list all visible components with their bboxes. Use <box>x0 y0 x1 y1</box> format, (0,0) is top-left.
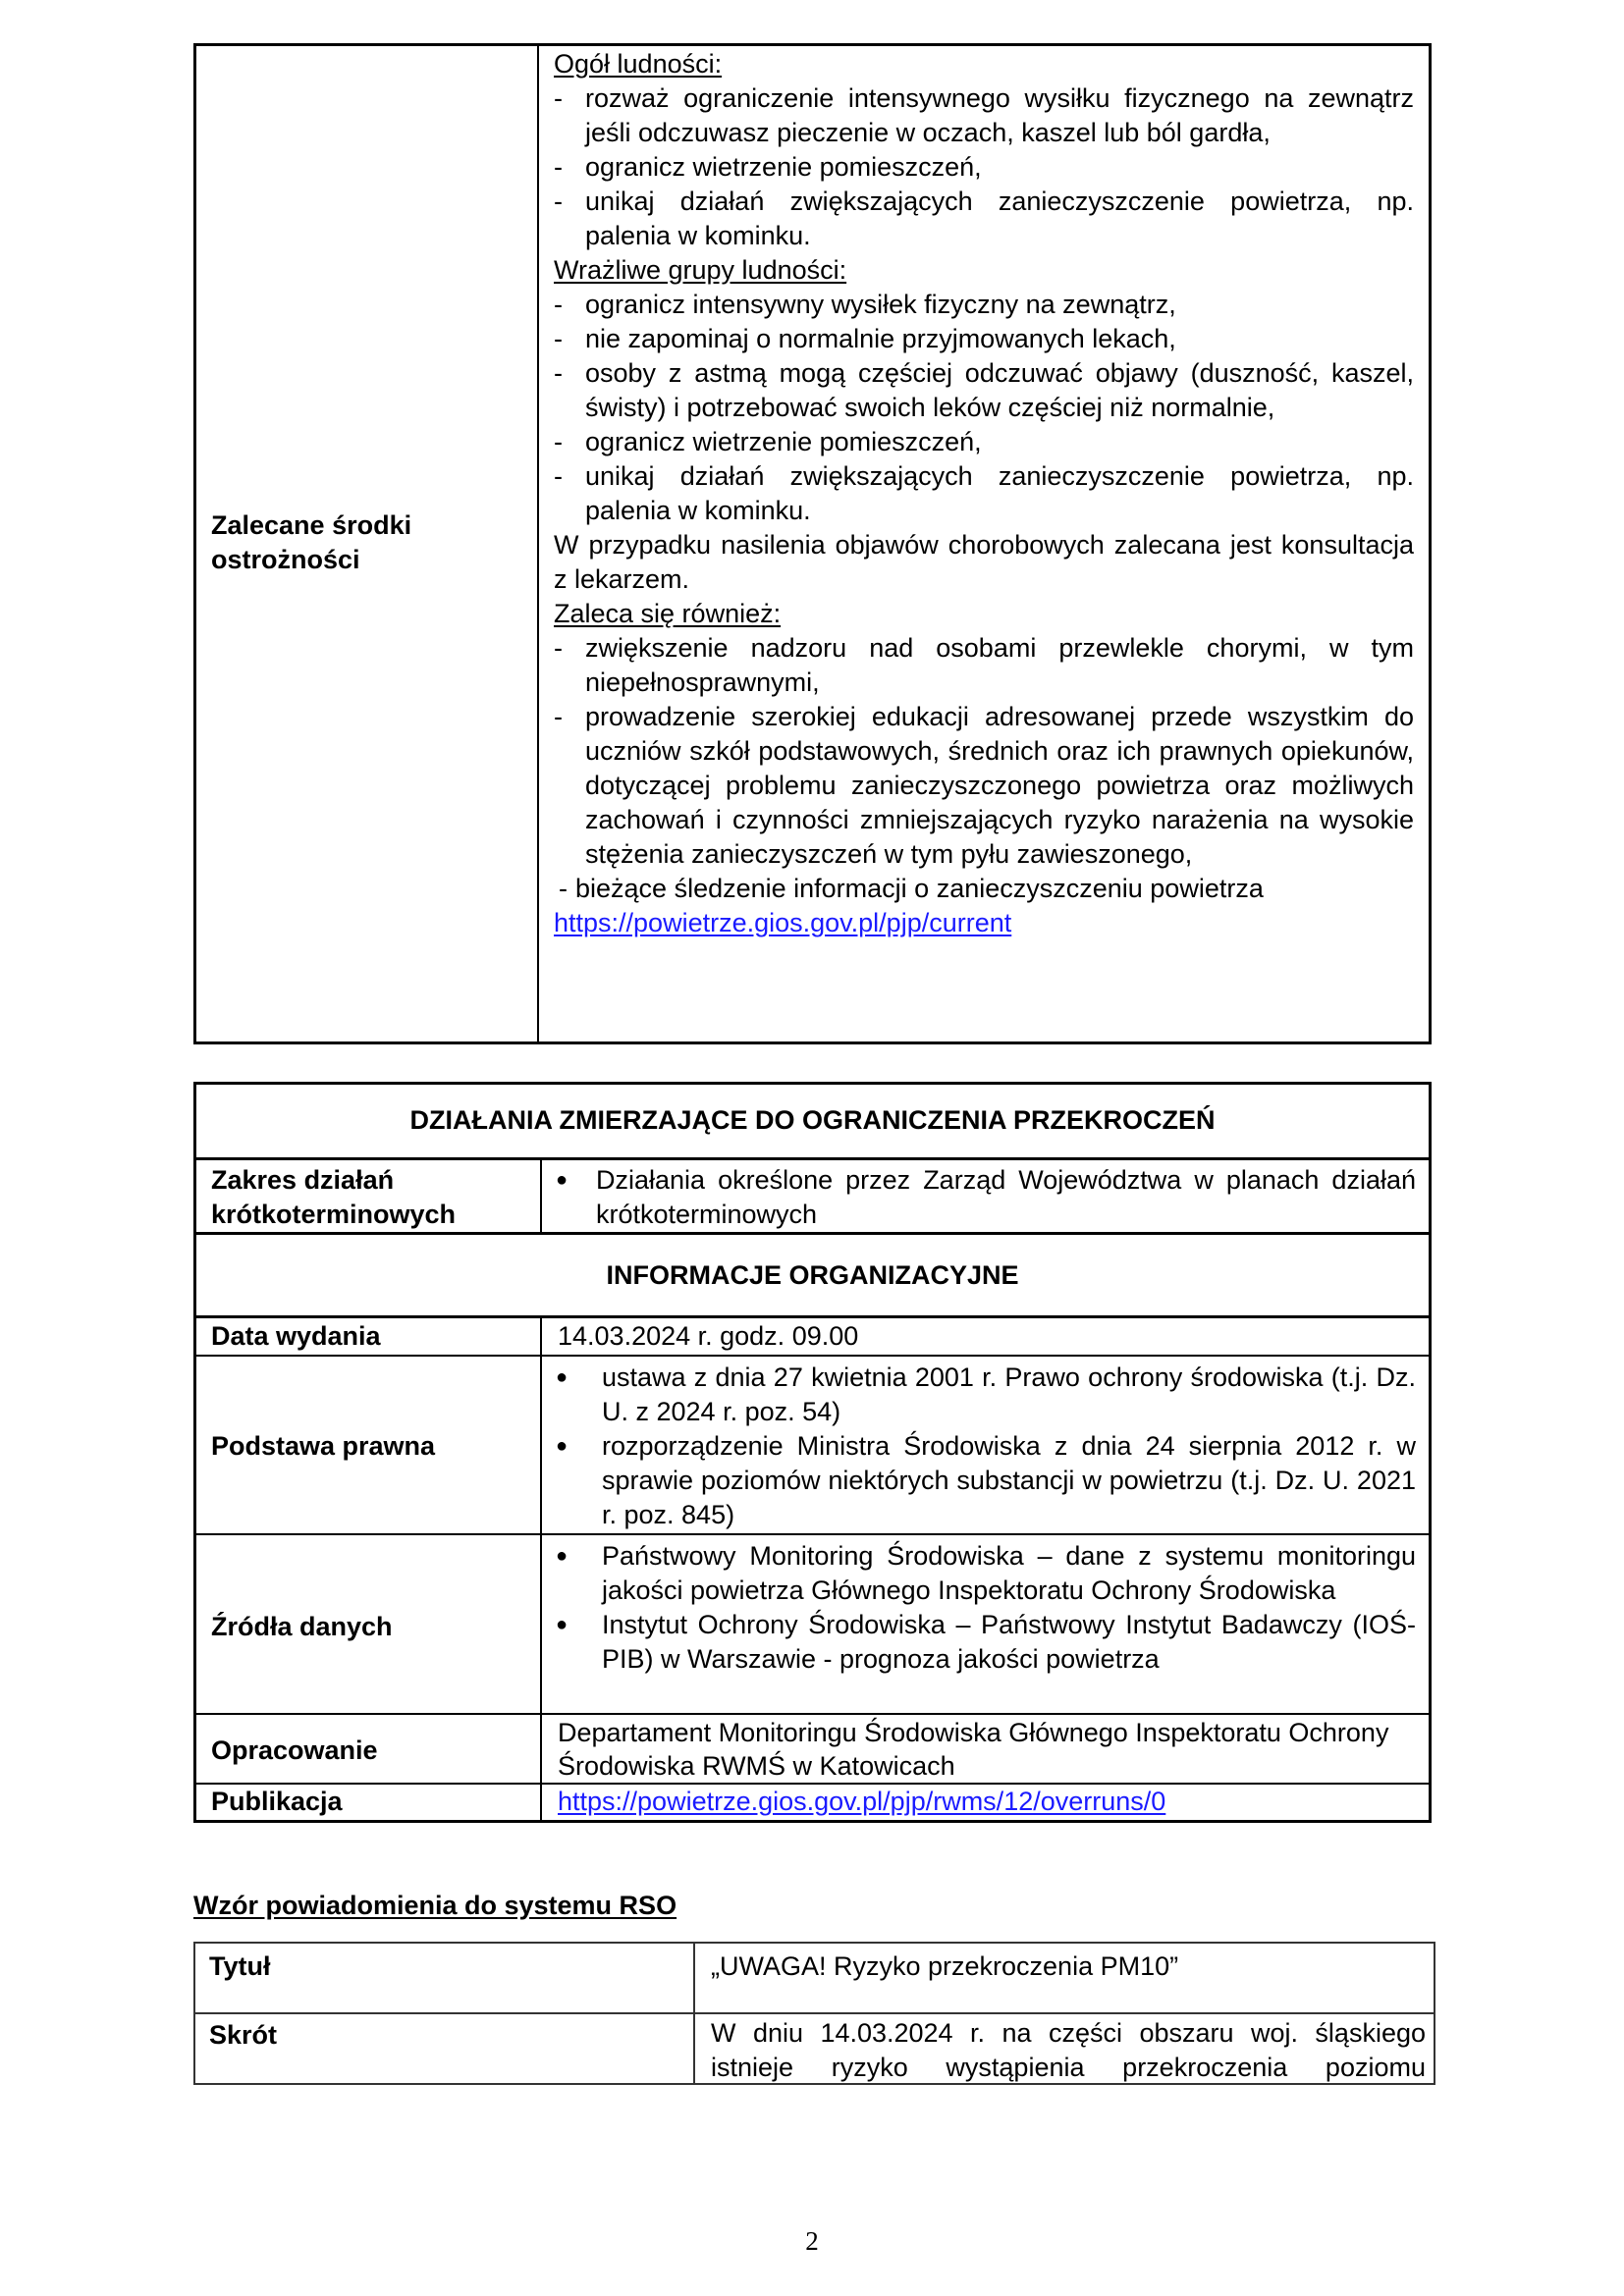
list-item <box>556 1163 1416 1232</box>
list-item-text: Instytut Ochrony Środowiska – Państwowy Instytut Badawczy (IOŚ-PIB) w Warszawie - prognoza jakości powietrza <box>602 1610 1416 1674</box>
bullet-marker: ● <box>556 1435 568 1457</box>
publication-value <box>558 1785 1165 1819</box>
publication-label: Publikacja <box>211 1787 343 1816</box>
precautions-table-divider <box>537 43 539 1044</box>
dash-marker: - <box>559 874 568 903</box>
precautions-label-line2: ostrożności <box>211 545 360 574</box>
list-item-text: zwiększenie nadzoru nad osobami przewlekle chorymi, w tym niepełnosprawnymi, <box>585 633 1414 697</box>
rso-title-label: Tytuł <box>209 1951 271 1981</box>
dash-marker: - <box>554 187 563 216</box>
column-divider <box>540 1158 542 1234</box>
short-term-label-line1: Zakres działań <box>211 1165 395 1195</box>
dash-marker: - <box>554 324 563 353</box>
dash-marker: - <box>554 152 563 182</box>
list-item <box>554 872 1414 906</box>
list-item-text: Działania określone przez Zarząd Województwa w planach działań krótkoterminowych <box>596 1165 1416 1229</box>
short-term-content <box>556 1163 1416 1232</box>
column-divider <box>693 1942 695 2085</box>
precautions-label-line1: Zalecane środki <box>211 510 412 540</box>
list-item <box>554 185 1414 253</box>
issue-date-value: 14.03.2024 r. godz. 09.00 <box>558 1321 859 1351</box>
legal-basis-label: Podstawa prawna <box>211 1431 436 1461</box>
list-item-text: prowadzenie szerokiej edukacji adresowanej przede wszystkim do uczniów szkół podstawowych, średnich oraz ich prawnych opiekunów, dotyczącej problemu zanieczyszczonego powietrza oraz możliwych zachowań i czynności zmniejszających ryzyko narażenia na wysokie stężenia zanieczyszczeń w tym pyłu zawieszonego, <box>585 702 1414 869</box>
list-item <box>554 631 1414 700</box>
list-item <box>554 425 1414 459</box>
list-item <box>556 1539 1416 1608</box>
issue-date-label: Data wydania <box>211 1321 381 1351</box>
short-term-label <box>211 1163 535 1232</box>
row-divider <box>193 1232 1432 1235</box>
row-divider <box>193 1315 1432 1318</box>
data-sources-content <box>556 1539 1416 1677</box>
list-item-text: osoby z astmą mogą częściej odczuwać objawy (duszność, kaszel, świsty) i potrzebować swoich leków częściej niż normalnie, <box>585 358 1414 422</box>
current-air-quality-link[interactable]: https://powietrze.gios.gov.pl/pjp/current <box>554 908 1012 937</box>
bullet-marker: ● <box>556 1169 568 1191</box>
bullet-marker: ● <box>556 1366 568 1388</box>
rso-summary-label: Skrót <box>209 2020 278 2050</box>
list-item <box>554 150 1414 185</box>
list-item <box>554 700 1414 872</box>
column-divider <box>540 1316 542 1823</box>
list-item <box>556 1361 1416 1429</box>
prepared-by-value: Departament Monitoringu Środowiska Głównego Inspektoratu Ochrony Środowiska RWMŚ w Katowicach <box>558 1718 1389 1781</box>
dash-marker: - <box>554 702 563 731</box>
row-divider <box>193 1355 1432 1357</box>
row-divider <box>193 2012 1435 2014</box>
list-item-text: Państwowy Monitoring Środowiska – dane z systemu monitoringu jakości powietrza Głównego Inspektoratu Ochrony Środowiska <box>602 1541 1416 1605</box>
dash-marker: - <box>554 290 563 319</box>
list-item-text: unikaj działań zwiększających zanieczyszczenie powietrza, np. palenia w kominku. <box>585 187 1414 250</box>
general-population-heading: Ogół ludności: <box>554 49 723 79</box>
short-term-label-line2: krótkoterminowych <box>211 1200 457 1229</box>
page-number: 2 <box>805 2226 819 2256</box>
list-item-text: unikaj działań zwiększających zanieczyszczenie powietrza, np. palenia w kominku. <box>585 461 1414 525</box>
list-item-text: ustawa z dnia 27 kwietnia 2001 r. Prawo ochrony środowiska (t.j. Dz. U. z 2024 r. poz. 54) <box>602 1362 1416 1426</box>
rso-title-value: „UWAGA! Ryzyko przekroczenia PM10” <box>711 1951 1179 1981</box>
legal-basis-content <box>556 1361 1416 1532</box>
actions-header: DZIAŁANIA ZMIERZAJĄCE DO OGRANICZENIA PRZEKROCZEŃ <box>409 1105 1216 1135</box>
precautions-label <box>211 508 525 577</box>
list-item <box>554 81 1414 150</box>
dash-marker: - <box>554 83 563 113</box>
dash-marker: - <box>554 427 563 456</box>
precautions-content <box>554 47 1414 940</box>
row-divider <box>193 1713 1432 1715</box>
list-item <box>554 288 1414 322</box>
row-divider <box>193 1157 1432 1160</box>
bullet-marker: ● <box>556 1545 568 1567</box>
list-item-text: nie zapominaj o normalnie przyjmowanych lekach, <box>585 324 1176 353</box>
org-info-header: INFORMACJE ORGANIZACYJNE <box>606 1260 1019 1290</box>
data-sources-label: Źródła danych <box>211 1612 393 1641</box>
publication-link[interactable]: https://powietrze.gios.gov.pl/pjp/rwms/12/overruns/0 <box>558 1787 1166 1816</box>
bullet-marker: ● <box>556 1614 568 1635</box>
dash-marker: - <box>554 358 563 388</box>
list-item-text: ogranicz intensywny wysiłek fizyczny na zewnątrz, <box>585 290 1176 319</box>
list-item-text: bieżące śledzenie informacji o zanieczyszczeniu powietrza <box>575 874 1264 903</box>
list-item <box>556 1608 1416 1677</box>
prepared-by-label: Opracowanie <box>211 1735 378 1765</box>
list-item <box>556 1429 1416 1532</box>
list-item <box>554 459 1414 528</box>
list-item-text: rozporządzenie Ministra Środowiska z dnia 24 sierpnia 2012 r. w sprawie poziomów niektórych substancji w powietrzu (t.j. Dz. U. 2021 r. poz. 845) <box>602 1431 1416 1529</box>
dash-marker: - <box>554 461 563 491</box>
row-divider <box>193 1533 1432 1535</box>
list-item-text: rozważ ograniczenie intensywnego wysiłku fizycznego na zewnątrz jeśli odczuwasz pieczenie w oczach, kaszel lub ból gardła, <box>585 83 1414 147</box>
list-item <box>554 356 1414 425</box>
dash-marker: - <box>554 633 563 663</box>
list-item <box>554 322 1414 356</box>
list-item-text: ogranicz wietrzenie pomieszczeń, <box>585 152 982 182</box>
sensitive-groups-heading: Wrażliwe grupy ludności: <box>554 255 847 285</box>
also-recommended-heading: Zaleca się również: <box>554 599 782 628</box>
doctor-note: W przypadku nasilenia objawów chorobowych zalecana jest konsultacja z lekarzem. <box>554 530 1414 594</box>
list-item-text: ogranicz wietrzenie pomieszczeń, <box>585 427 982 456</box>
rso-heading: Wzór powiadomienia do systemu RSO <box>193 1891 677 1920</box>
rso-summary-value: W dniu 14.03.2024 r. na części obszaru woj. śląskiego istnieje ryzyko wystąpienia przekroczenia poziomu <box>711 2018 1426 2082</box>
